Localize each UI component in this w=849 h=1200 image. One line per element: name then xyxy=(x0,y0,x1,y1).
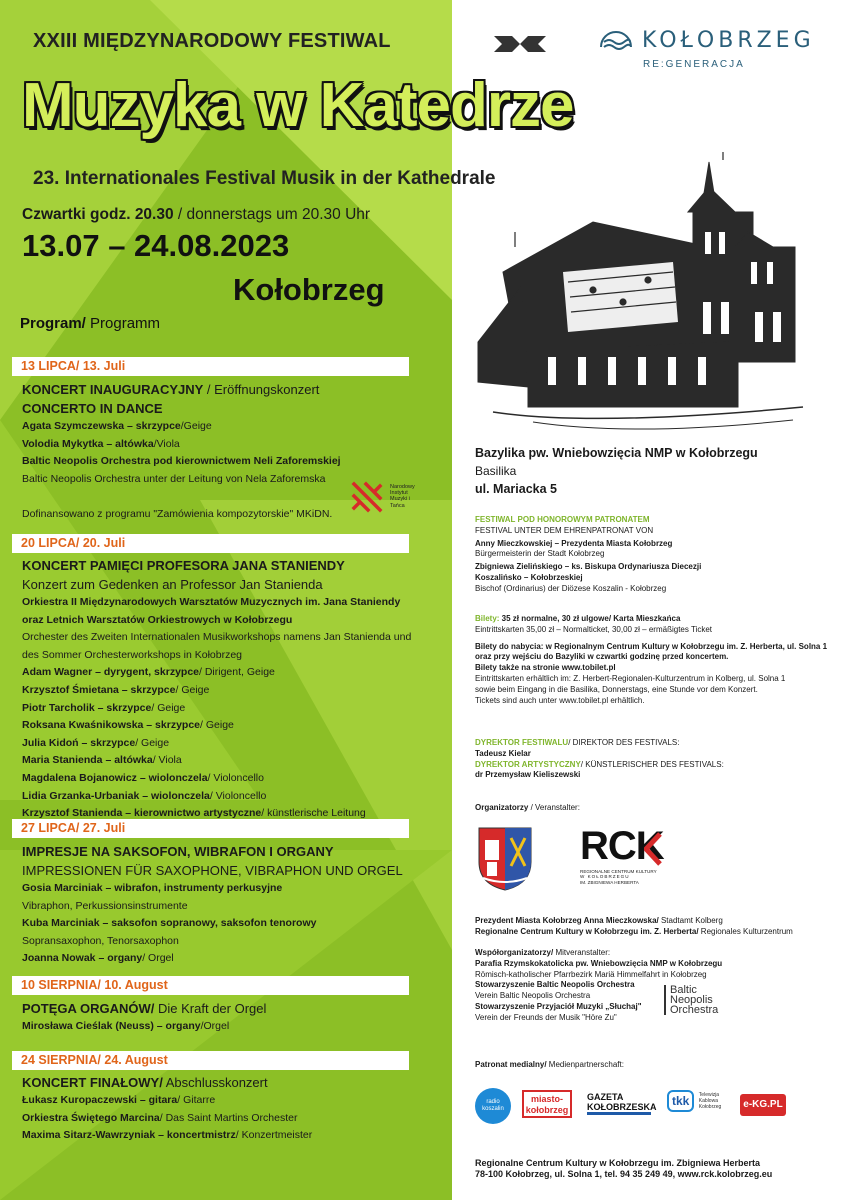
performer-name: Krzysztof Stanienda – kierownictwo artystyczne xyxy=(22,807,262,820)
performer xyxy=(22,1127,447,1145)
footer xyxy=(475,1158,835,1180)
performer xyxy=(22,1092,447,1110)
gazeta-kolobrzeska-logo: GAZETA KOŁOBRZESKA xyxy=(587,1092,651,1115)
performer xyxy=(22,915,447,933)
bno-logo-text: Baltic Neopolis Orchestra xyxy=(664,985,734,1015)
miasto-kolobrzeg-logo: miasto-kołobrzeg xyxy=(522,1090,572,1118)
performer-role: / Geige xyxy=(151,701,186,714)
footer-line-1: Regionalne Centrum Kultury w Kołobrzegu im. Zbigniewa Herberta xyxy=(475,1158,761,1168)
coorganizer-2-de: Verein Baltic Neopolis Orchestra xyxy=(475,991,591,1001)
coorganizers-block xyxy=(475,948,835,1024)
concert-times xyxy=(22,206,370,224)
event-subtitle: IMPRESSIONEN FÜR SAXOPHONE, VIBRAPHON UND ORGEL xyxy=(22,863,403,878)
tkk-logo-text: tkk xyxy=(667,1090,694,1112)
event-subtitle: Konzert zum Gedenken an Professor Jan Stanienda xyxy=(22,577,323,592)
performer xyxy=(22,788,447,806)
event-date-bar: 13 LIPCA/ 13. Juli xyxy=(12,357,409,376)
event-title: KONCERT PAMIĘCI PROFESORA JANA STANIENDY xyxy=(22,558,345,573)
director-artistic xyxy=(475,760,835,771)
performer xyxy=(22,629,447,647)
performer-role: Vibraphon, Perkussionsinstrumente xyxy=(22,899,188,912)
ticket-de-1: Eintrittskarten erhältlich im: Z. Herbert-Regionalen-Kulturzentrum in Kolberg, ul. Solna 1 xyxy=(475,673,786,683)
coorganizer-1: Parafia Rzymskokatolicka pw. Wniebowzięcia NMP w Kołobrzegu xyxy=(475,958,723,968)
rck-red-chevron-icon xyxy=(644,832,662,866)
performer xyxy=(22,770,447,788)
radio-koszalin-logo: radio koszalin xyxy=(475,1088,511,1124)
performer-role: /Viola xyxy=(153,437,180,450)
performer-role: / Konzertmeister xyxy=(235,1129,313,1142)
ekg-logo: e-KG.PL xyxy=(740,1094,786,1116)
patronage-title: FESTIWAL POD HONOROWYM PATRONATEM xyxy=(475,515,650,524)
festival-title: Muzyka w Katedrze xyxy=(22,71,574,140)
rck-sub-3: IM. ZBIGNIEWA HERBERTA xyxy=(580,879,639,885)
performer-name: Maxima Sitarz-Wawrzyniak – koncertmistrz xyxy=(22,1129,236,1142)
nimit-label: Narodowy Instytut Muzyki i Tańca xyxy=(390,484,415,509)
performer-role: / Gitarre xyxy=(177,1094,216,1106)
tickets-block xyxy=(475,614,835,706)
performer-role: / Violoncello xyxy=(207,771,264,784)
performer xyxy=(22,682,447,700)
organizer-2-de: Regionales Kulturzentrum xyxy=(698,926,793,936)
performer-name: oraz Letnich Warsztatów Orkiestrowych w Kołobrzegu xyxy=(22,613,293,626)
coorganizers-label: Współorganizatorzy/ xyxy=(475,948,554,957)
performer xyxy=(22,436,447,454)
performer-name: Joanna Nowak – organy xyxy=(22,952,143,965)
performer-name: Roksana Kwaśnikowska – skrzypce xyxy=(22,719,201,732)
performer-role: des Sommer Orchesterworkshops in Kołobrzeg xyxy=(22,648,243,661)
performer-role: Baltic Neopolis Orchestra unter der Leitung von Nela Zaforemska xyxy=(22,472,326,485)
ticket-price-text: 35 zł normalne, 30 zł ulgowe/ Karta Mieszkańca xyxy=(499,614,681,623)
bno-logo xyxy=(664,985,734,1015)
tkk-logo xyxy=(667,1090,727,1112)
ticket-where-1: Bilety do nabycia: w Regionalnym Centrum Kultury w Kołobrzegu im. Z. Herberta, ul. Solna 1 xyxy=(475,641,828,651)
director-label-de: / KÜNSTLERISCHER DES FESTIVALS: xyxy=(580,759,724,769)
coorganizers-label-de: Mitveranstalter: xyxy=(553,948,611,957)
ticket-de-3: Tickets sind auch unter www.tobilet.pl erhältlich. xyxy=(475,695,645,705)
performer-role: / Dirigent, Geige xyxy=(199,666,275,679)
tkk-logo-sub: Telewizja Kablowa Kołobrzeg xyxy=(698,1091,722,1110)
performer-role: Sopransaxophon, Tenorsaxophon xyxy=(22,934,179,947)
rck-sub-2: W KOŁOBRZEGU xyxy=(580,874,630,880)
event-date-bar: 24 SIERPNIA/ 24. August xyxy=(12,1051,409,1070)
organizer-2: Regionalne Centrum Kultury w Kołobrzegu im. Z. Herberta/ xyxy=(475,926,699,936)
program-heading xyxy=(20,315,160,332)
performer-name: Agata Szymczewska – skrzypce xyxy=(22,420,181,432)
performer-name: Julia Kidoń – skrzypce xyxy=(22,736,136,749)
rck-logo-text: RCK xyxy=(580,824,664,868)
performer-role: / Das Saint Martins Orchester xyxy=(159,1111,298,1124)
ticket-de-2: sowie beim Eingang in die Basilika, Donnerstags, eine Stunde vor dem Konzert. xyxy=(475,684,758,694)
ticket-where-3: Bilety także na stronie www.tobilet.pl xyxy=(475,663,616,673)
time-pl: Czwartki godz. 20.30 xyxy=(22,206,174,223)
performer-name: Lidia Grzanka-Urbaniak – wiolonczela xyxy=(22,789,210,802)
venue-address: ul. Mariacka 5 xyxy=(475,482,557,496)
event-title xyxy=(22,380,447,399)
event-title: IMPRESJE NA SAKSOFON, WIBRAFON I ORGANY xyxy=(22,844,334,859)
organizers-label xyxy=(475,803,835,814)
rck-logo xyxy=(580,826,680,885)
organizer-1-de: Stadtamt Kolberg xyxy=(658,916,723,925)
media-label xyxy=(475,1060,835,1071)
performer xyxy=(22,717,447,735)
patron-2-cont: Koszalińsko – Kołobrzeskiej xyxy=(475,572,583,582)
performer-name: Maria Stanienda – altówka xyxy=(22,754,153,767)
event-title-de: / Eröffnungskonzert xyxy=(203,382,320,397)
performer xyxy=(22,1018,447,1036)
organizers-label-de: / Veranstalter: xyxy=(528,803,580,812)
event-4 xyxy=(22,999,447,1036)
festival-city: Kołobrzeg xyxy=(233,272,385,307)
brand-tagline: RE:GENERACJA xyxy=(643,59,745,70)
coorganizer-3-de: Verein der Freunds der Musik "Höre Zu" xyxy=(475,1012,617,1022)
performer xyxy=(22,700,447,718)
coat-of-arms-icon xyxy=(477,826,533,897)
event-title-de: Abschlusskonzert xyxy=(162,1075,268,1090)
venue-name: Bazylika pw. Wniebowzięcia NMP w Kołobrzegu xyxy=(475,446,758,460)
performer xyxy=(22,735,447,753)
director-label: DYREKTOR ARTYSTYCZNY xyxy=(475,759,581,769)
rck-sub-1: REGIONALNE CENTRUM KULTURY xyxy=(580,869,657,874)
performer-role: / Violoncello xyxy=(209,789,267,802)
program-de: Programm xyxy=(85,315,161,332)
performer-name: Adam Wagner – dyrygent, skrzypce xyxy=(22,666,200,679)
organizer-1: Prezydent Miasta Kołobrzeg Anna Mieczkowska/ xyxy=(475,916,659,925)
directors-block xyxy=(475,738,835,781)
event-date-bar: 10 SIERPNIA/ 10. August xyxy=(12,976,409,995)
event-title xyxy=(22,1073,447,1092)
cathedral-illustration xyxy=(473,152,818,442)
program-pl: Program/ xyxy=(20,315,86,332)
brand-name: KOŁOBRZEG xyxy=(642,27,815,53)
kolobrzeg-brand xyxy=(598,25,815,70)
performer-role: / Geige xyxy=(200,719,234,732)
performer-name: Volodia Mykytka – altówka xyxy=(22,437,154,450)
event-2 xyxy=(22,556,447,823)
cross-logo-icon xyxy=(492,33,548,60)
performer-name: Kuba Marciniak – saksofon sopranowy, saksofon tenorowy xyxy=(22,917,317,930)
performer xyxy=(22,647,447,665)
performer xyxy=(22,453,447,471)
event-title-pl: KONCERT FINAŁOWY/ xyxy=(22,1075,163,1090)
performer-name: Baltic Neopolis Orchestra pod kierownictwem Neli Zaforemskiej xyxy=(22,455,341,468)
director-artistic-name: dr Przemysław Kieliszewski xyxy=(475,770,581,780)
performer xyxy=(22,594,447,612)
footer-line-2: 78-100 Kołobrzeg, ul. Solna 1, tel. 94 35 249 49, www.rck.kolobrzeg.eu xyxy=(475,1169,773,1179)
organizers-block xyxy=(475,916,835,938)
director-label: DYREKTOR FESTIWALU xyxy=(475,738,569,747)
performer-role: /Geige xyxy=(180,420,212,432)
event-3 xyxy=(22,842,447,968)
coorganizer-2: Stowarzyszenie Baltic Neopolis Orchestra xyxy=(475,980,635,990)
performer-role: / künstlerische Leitung xyxy=(261,807,366,820)
performer-name: Gosia Marciniak – wibrafon, instrumenty perkusyjne xyxy=(22,882,283,894)
ticket-where-2: oraz przy wejściu do Bazyliki w czwartki godzinę przed koncertem. xyxy=(475,652,729,662)
festival-dates: 13.07 – 24.08.2023 xyxy=(22,228,290,263)
organizers-label-pl: Organizatorzy xyxy=(475,803,529,812)
ticket-prices xyxy=(475,614,835,625)
ticket-prices-de: Eintrittskarten 35,00 zł – Normalticket, 30,00 zł – ermäßigtes Ticket xyxy=(475,624,712,634)
event-5 xyxy=(22,1073,447,1145)
coorganizer-3: Stowarzyszenie Przyjaciół Muzyki „Słuchaj" xyxy=(475,1001,642,1011)
media-label-pl: Patronat medialny/ xyxy=(475,1060,547,1069)
nimit-logo-icon xyxy=(350,480,384,519)
performer-name: Piotr Tarcholik – skrzypce xyxy=(22,701,152,714)
performer-role: / Viola xyxy=(152,754,182,767)
performer xyxy=(22,612,447,630)
media-label-de: Medienpartnerschaft: xyxy=(546,1060,624,1069)
event-title xyxy=(22,999,447,1018)
director-festival xyxy=(475,738,835,749)
performer xyxy=(22,664,447,682)
patron-1-de: Bürgermeisterin der Stadt Kołobrzeg xyxy=(475,549,605,559)
event-date-bar: 27 LIPCA/ 27. Juli xyxy=(12,819,409,838)
performer-name: Krzysztof Śmietana – skrzypce xyxy=(22,683,176,696)
performer-name: Magdalena Bojanowicz – wiolonczela xyxy=(22,771,208,784)
event-title-pl: KONCERT INAUGURACYJNY xyxy=(22,382,204,397)
performer xyxy=(22,933,447,951)
patronage-title-de: FESTIVAL UNTER DEM EHRENPATRONAT VON xyxy=(475,525,654,535)
patron-2: Zbigniewa Zielińskiego – ks. Biskupa Ordynariusza Diecezji xyxy=(475,562,702,572)
director-label-de: / DIREKTOR DES FESTIVALS: xyxy=(568,738,680,747)
venue-block xyxy=(475,444,835,498)
performer-role: / Geige xyxy=(175,683,210,696)
performer-name: Mirosława Cieślak (Neuss) – organy xyxy=(22,1020,201,1032)
event-subtitle: CONCERTO IN DANCE xyxy=(22,401,163,416)
performer xyxy=(22,752,447,770)
performer xyxy=(22,880,447,898)
funding-text: Dofinansowano z programu "Zamówienia kompozytorskie" MKiDN. xyxy=(22,507,333,520)
performer xyxy=(22,898,447,916)
performer-name: Orkiestra Świętego Marcina xyxy=(22,1111,160,1124)
event-title-de: Die Kraft der Orgel xyxy=(154,1001,267,1016)
festival-subtitle-de: 23. Internationales Festival Musik in der Kathedrale xyxy=(33,168,496,189)
performer-role: / Geige xyxy=(135,736,170,749)
coorganizer-1-de: Römisch-katholischer Pfarrbezirk Mariä Himmelfahrt in Kołobrzeg xyxy=(475,969,707,979)
venue-type: Basilika xyxy=(475,464,517,478)
patron-2-de: Bischof (Ordinarius) der Diözese Koszalin - Kołobrzeg xyxy=(475,583,667,593)
performer-role: Orchester des Zweiten Internationalen Musikworkshops namens Jan Stanienda und xyxy=(22,631,412,644)
performer-name: Łukasz Kuropaczewski – gitara xyxy=(22,1094,178,1106)
ticket-label: Bilety: xyxy=(475,614,500,623)
time-de: / donnerstags um 20.30 Uhr xyxy=(177,206,371,223)
performer xyxy=(22,950,447,968)
director-festival-name: Tadeusz Kielar xyxy=(475,748,531,758)
performer-name: Orkiestra II Międzynarodowych Warsztatów Muzycznych im. Jana Staniendy xyxy=(22,596,401,608)
patronage-block xyxy=(475,515,835,595)
performer-role: / Orgel xyxy=(142,952,174,965)
festival-edition: XXIII MIĘDZYNARODOWY FESTIWAL xyxy=(33,30,391,52)
event-title-pl: POTĘGA ORGANÓW/ xyxy=(22,1001,155,1016)
performer-role: /Orgel xyxy=(200,1020,230,1032)
performer xyxy=(22,418,447,436)
wave-logo-icon xyxy=(598,25,634,55)
event-date-bar: 20 LIPCA/ 20. Juli xyxy=(12,534,409,553)
performer xyxy=(22,1110,447,1128)
patron-1: Anny Mieczkowskiej – Prezydenta Miasta Kołobrzeg xyxy=(475,538,673,548)
